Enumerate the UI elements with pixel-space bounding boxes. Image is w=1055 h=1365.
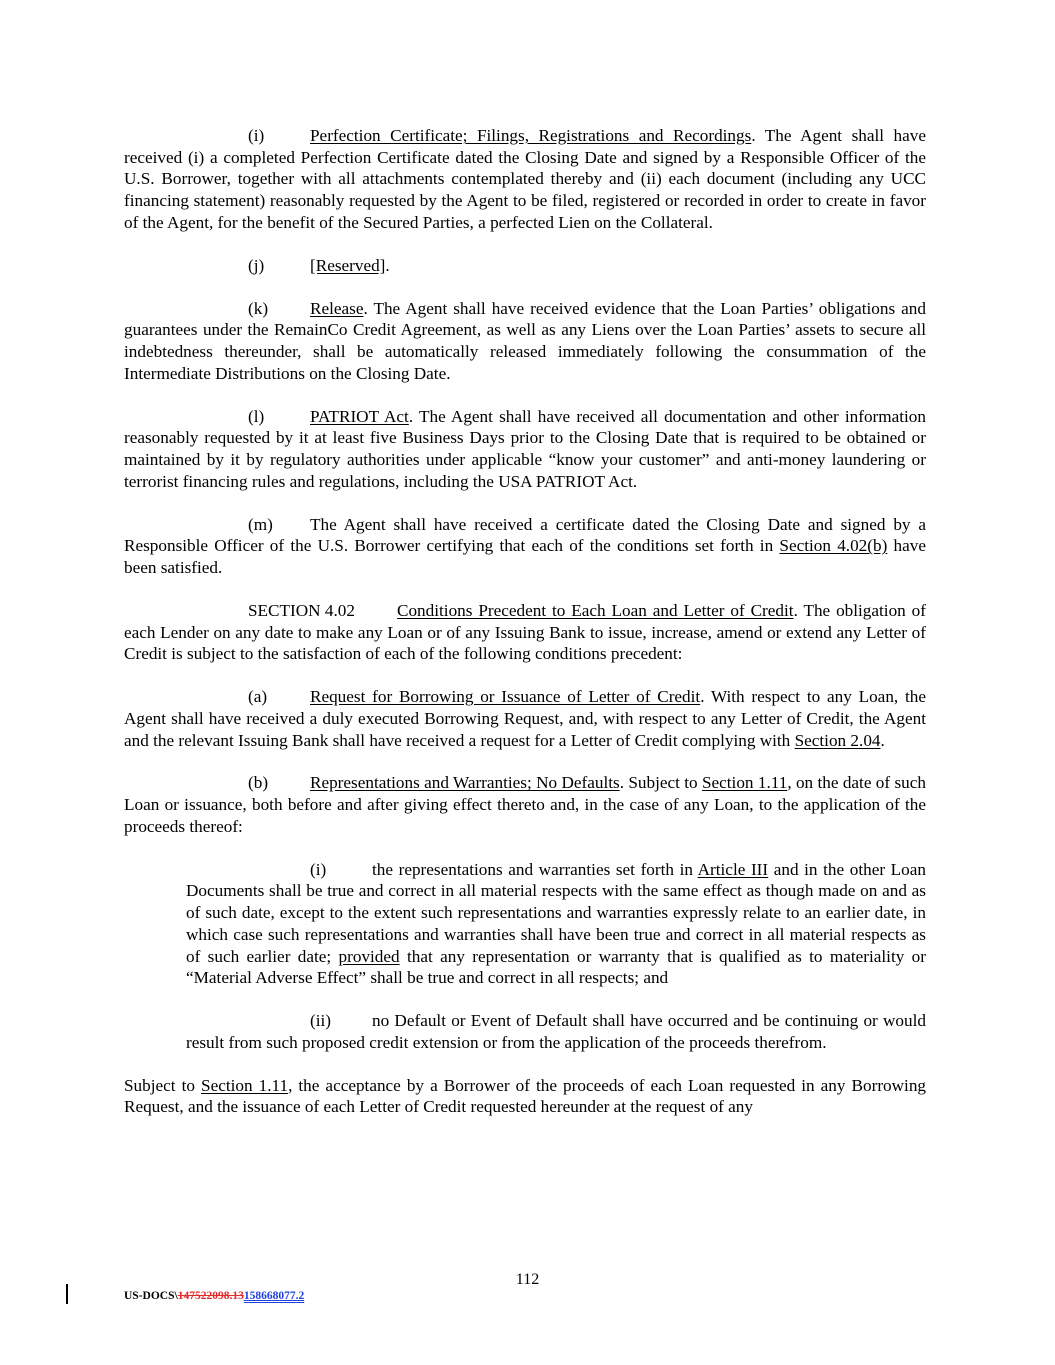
clause-label: (j) [248,255,265,275]
section-link[interactable]: Section 4.02(b) [779,536,888,556]
clause-text: have been satisfied. [124,536,926,577]
section-link[interactable]: Section 1.11 [701,773,788,793]
paragraph-a [124,686,926,751]
subclause-text: the representations and warranties set forth in [372,859,698,879]
clause-label: (l) [248,406,265,426]
doc-id-deleted: 147522098.13 [177,1290,244,1302]
clause-heading: Release [310,298,364,318]
clause-text: The Agent shall have received a certificate dated the Closing Date and signed by a Responsible Officer of the U.S. Borrower certifying that each of the conditions set forth in [124,514,926,556]
clause-heading: Representations and Warranties; No Defaults [310,773,620,793]
clause-text: . The Agent shall have received evidence that the Loan Parties’ obligations and guarantees under the RemainCo Credit Agreement, as well as any Liens over the Loan Parties’ assets to secure all indebtedness thereunder, shall be automatically released immediately following the consummation of the Intermediate Distributions on the Closing Date. [124,298,926,383]
clause-text: . With respect to any Loan, the Agent shall have received a duly executed Borrowing Request, and, with respect to any Letter of Credit, the Agent and the relevant Issuing Bank shall have received a request for a Letter of Credit complying with [124,687,926,750]
subclause-i [186,859,926,989]
closing-text: Subject to [124,1075,202,1095]
paragraph-b [124,772,926,837]
section-link[interactable]: Section 2.04 [794,730,881,750]
paragraph-m [124,514,926,579]
paragraph-k [124,298,926,385]
document-body [124,125,926,1139]
subclause-text: and in the other Loan Documents shall be true and correct in all material respects with the same effect as though made on and as of such date, except to the extent such representations and warranties expressly relate to an earlier date, in which case such representations and warranties shall have been true and correct in all material respects as of such earlier date; [186,859,926,966]
subclause-text: no Default or Event of Default shall have occurred and be continuing or would result from such proposed credit extension or from the application of the proceeds therefrom. [186,1011,926,1052]
page-number: 112 [515,1271,540,1288]
doc-id-prefix: US-DOCS\ [124,1290,178,1302]
closing-text: , the acceptance by a Borrower of the proceeds of each Loan requested in any Borrowing Request, and the issuance of each Letter of Credit requested hereunder at the request of any [124,1075,927,1117]
paragraph-j [124,255,926,277]
clause-text: . The Agent shall have received all documentation and other information reasonably requested by it at least five Business Days prior to the Closing Date that is required to be obtained or maintained by it by regulatory authorities under applicable “know your customer” and anti-money laundering or terrorist financing rules and regulations, including the USA PATRIOT Act. [124,406,926,491]
closing-paragraph [124,1075,926,1118]
clause-label: (m) [248,514,273,534]
revision-change-bar [66,1284,68,1304]
indented-subclauses [186,859,926,1054]
subclause-label: (ii) [310,1011,331,1031]
clause-heading: Perfection Certificate; Filings, Registrations and Recordings [310,126,752,145]
clause-label: (k) [248,298,269,318]
subclause-text: that any representation or warranty that is qualified as to materiality or “Material Adverse Effect” shall be true and correct in all respects; and [186,946,926,988]
clause-text: . Subject to [619,773,702,793]
section-number: SECTION 4.02 [248,600,355,620]
document-id [124,1289,304,1303]
clause-heading: [Reserved] [310,255,386,275]
paragraph-i [124,125,926,234]
subclause-label: (i) [310,859,327,879]
clause-text: , on the date of such Loan or issuance, both before and after giving effect thereto and, in the case of any Loan, to the application of the proceeds thereof: [124,773,926,836]
clause-text: . [880,730,885,750]
clause-label: (b) [248,773,269,793]
clause-label: (i) [248,126,265,145]
section-text: . The obligation of each Lender on any date to make any Loan or of any Issuing Bank to issue, increase, amend or extend any Letter of Credit is subject to the satisfaction of each of the following conditions precedent: [124,600,926,664]
clause-heading: PATRIOT Act [310,406,409,426]
clause-heading: Request for Borrowing or Issuance of Letter of Credit [310,687,701,707]
clause-text: . The Agent shall have received (i) a completed Perfection Certificate dated the Closing Date and signed by a Responsible Officer of the U.S. Borrower, together with all attachments contemplated thereby and (ii) each document (including any UCC financing statement) reasonably requested by the Agent to be filed, registered or recorded in order to create in favor of the Agent, for the benefit of the Secured Parties, a perfected Lien on the Collateral. [124,126,926,232]
section-4-02 [124,600,926,665]
doc-id-inserted: 158668077.2 [243,1290,305,1302]
provided-term: provided [338,946,400,966]
article-link[interactable]: Article III [697,859,769,879]
paragraph-l [124,406,926,493]
section-heading: Conditions Precedent to Each Loan and Letter of Credit [397,600,794,620]
subclause-ii [186,1010,926,1053]
clause-label: (a) [248,687,268,707]
clause-text: . [385,255,390,275]
section-link[interactable]: Section 1.11 [201,1075,289,1095]
